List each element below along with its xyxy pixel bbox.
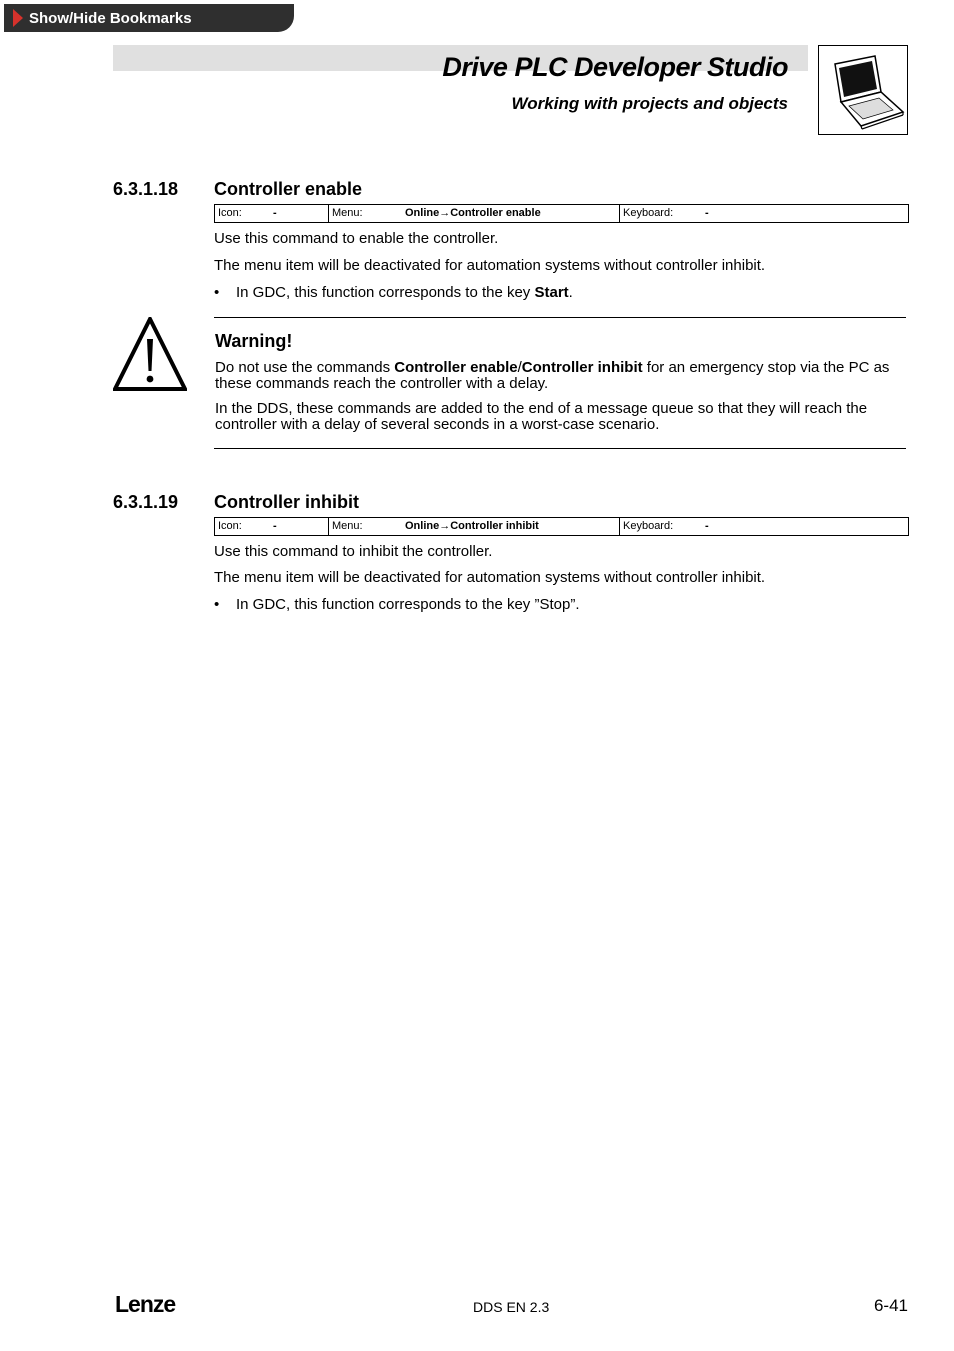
paragraph: The menu item will be deactivated for automation systems without controller inhibit. [214, 569, 766, 586]
arrow-right-icon: → [439, 207, 451, 219]
lenze-logo: Lenze [115, 1291, 176, 1317]
footer-doc-id: DDS EN 2.3 [473, 1299, 550, 1315]
bookmarks-button-label: Show/Hide Bookmarks [29, 9, 192, 27]
warning-title: Warning! [215, 331, 293, 351]
keyboard-value: - [705, 207, 709, 219]
section-title: Controller enable [214, 179, 363, 199]
paragraph: The menu item will be deactivated for automation systems without controller inhibit. [214, 257, 766, 274]
icon-value: - [273, 207, 277, 219]
warning-bottom-rule [214, 448, 906, 449]
warning-triangle-icon [113, 317, 187, 391]
menu-label: Menu: [332, 207, 363, 219]
warning-top-rule [214, 317, 906, 318]
triangle-right-icon [13, 9, 23, 27]
page-subtitle: Working with projects and objects [511, 94, 788, 113]
show-hide-bookmarks-button[interactable] [4, 4, 294, 32]
section-title: Controller inhibit [214, 492, 359, 512]
keyboard-value: - [705, 520, 709, 532]
menu-label: Menu: [332, 520, 363, 532]
bullet-symbol: • [214, 596, 220, 613]
table-divider [619, 205, 620, 222]
command-info-table [214, 204, 909, 223]
icon-value: - [273, 520, 277, 532]
menu-path: Online→Controller inhibit [405, 520, 539, 532]
paragraph: Use this command to inhibit the controller. [214, 543, 493, 560]
icon-label: Icon: [218, 207, 242, 219]
section-number: 6.3.1.18 [113, 179, 179, 199]
keyboard-label: Keyboard: [623, 207, 674, 219]
arrow-right-icon: → [439, 520, 451, 532]
command-info-table [214, 517, 909, 536]
laptop-icon [818, 45, 908, 135]
bullet-symbol: • [214, 284, 220, 301]
keyboard-label: Keyboard: [623, 520, 674, 532]
table-divider [328, 205, 329, 222]
page-title: Drive PLC Developer Studio [442, 52, 788, 82]
warning-paragraph: In the DDS, these commands are added to the end of a message queue so that they will reach the controller with a delay of several seconds in a worst-case scenario. [215, 400, 868, 433]
table-divider [619, 518, 620, 535]
warning-paragraph: Do not use the commands Controller enable/Controller inhibit for an emergency stop via the PC as these commands reach the controller with a delay. [215, 359, 890, 392]
page-number: 6-41 [873, 1296, 908, 1315]
icon-label: Icon: [218, 520, 242, 532]
bullet-item: • In GDC, this function corresponds to the key Start. [214, 284, 573, 301]
section-number: 6.3.1.19 [113, 492, 179, 512]
menu-path: Online→Controller enable [405, 207, 541, 219]
paragraph: Use this command to enable the controller. [214, 230, 499, 247]
bullet-item: • In GDC, this function corresponds to the key ”Stop”. [214, 596, 580, 613]
table-divider [328, 518, 329, 535]
